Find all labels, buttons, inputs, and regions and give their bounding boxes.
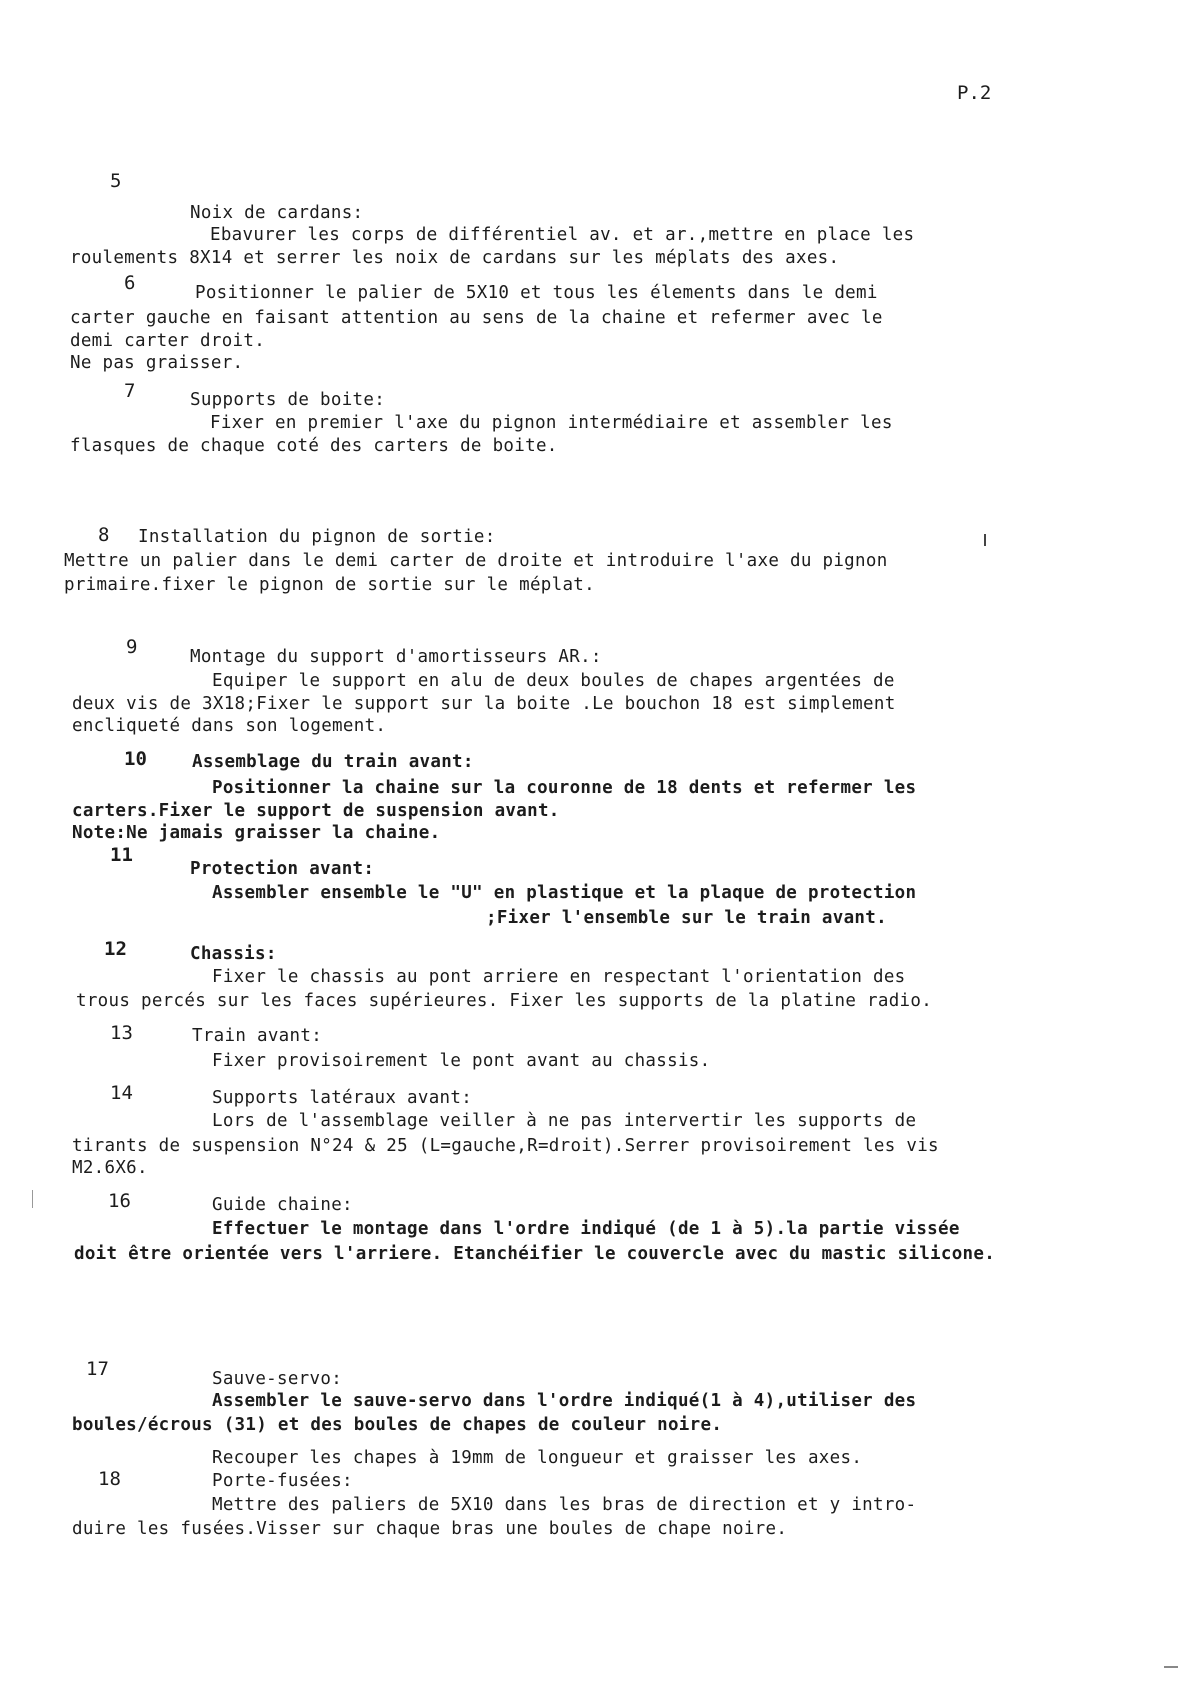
step-11-number: 11	[110, 844, 133, 866]
step-6-line-3: demi carter droit.	[70, 331, 266, 351]
step-10-line-3: Note:Ne jamais graisser la chaine.	[72, 823, 441, 843]
step-10-number: 10	[124, 748, 147, 770]
step-18-line-1: Mettre des paliers de 5X10 dans les bras de direction et y intro-	[212, 1495, 917, 1515]
step-5-title: Noix de cardans:	[190, 203, 364, 223]
step-9-title: Montage du support d'amortisseurs AR.:	[190, 647, 602, 667]
step-14-line-3: M2.6X6.	[72, 1158, 148, 1178]
step-8-line-2: primaire.fixer le pignon de sortie sur le méplat.	[64, 575, 595, 595]
step-9-line-1: Equiper le support en alu de deux boules de chapes argentées de	[212, 671, 895, 691]
step-6-line-2: carter gauche en faisant attention au sens de la chaine et refermer avec le	[70, 308, 883, 328]
step-14-title: Supports latéraux avant:	[212, 1088, 473, 1108]
step-9-line-3: encliqueté dans son logement.	[72, 716, 387, 736]
step-7-line-2: flasques de chaque coté des carters de boite.	[70, 436, 558, 456]
step-17-line-1: Assembler le sauve-servo dans l'ordre indiqué(1 à 4),utiliser des	[212, 1391, 917, 1411]
step-16-title: Guide chaine:	[212, 1195, 353, 1215]
page-number: P.2	[957, 82, 992, 104]
step-17-line-2: boules/écrous (31) et des boules de chapes de couleur noire.	[72, 1415, 723, 1435]
step-18-number: 18	[98, 1468, 121, 1490]
step-17-title: Sauve-servo:	[212, 1369, 343, 1389]
step-14-line-2: tirants de suspension N°24 & 25 (L=gauche,R=droit).Serrer provisoirement les vis	[72, 1136, 939, 1156]
step-8-number: 8	[98, 524, 110, 546]
step-14-line-1: Lors de l'assemblage veiller à ne pas intervertir les supports de	[212, 1111, 917, 1131]
step-5-number: 5	[110, 170, 122, 192]
step-11-line-2: ;Fixer l'ensemble sur le train avant.	[486, 908, 887, 928]
step-13-line-1: Fixer provisoirement le pont avant au chassis.	[212, 1051, 711, 1071]
step-12-title: Chassis:	[190, 944, 277, 964]
step-13-number: 13	[110, 1022, 133, 1044]
step-9-line-2: deux vis de 3X18;Fixer le support sur la boite .Le bouchon 18 est simplement	[72, 694, 896, 714]
scan-edge-mark	[32, 1190, 33, 1208]
step-18-title: Porte-fusées:	[212, 1471, 353, 1491]
step-16-line-2: doit être orientée vers l'arriere. Etanchéifier le couvercle avec du mastic silicone.	[74, 1244, 996, 1264]
step-17-number: 17	[86, 1358, 109, 1380]
scan-corner-mark	[1164, 1666, 1178, 1668]
step-9-number: 9	[126, 636, 138, 658]
step-7-title: Supports de boite:	[190, 390, 386, 410]
step-14-number: 14	[110, 1082, 133, 1104]
step-5-line-1: Ebavurer les corps de différentiel av. et ar.,mettre en place les	[210, 225, 915, 245]
step-16-number: 16	[108, 1190, 131, 1212]
step-17-line-3: Recouper les chapes à 19mm de longueur et graisser les axes.	[212, 1448, 863, 1468]
step-5-line-2: roulements 8X14 et serrer les noix de cardans sur les méplats des axes.	[70, 248, 840, 268]
step-10-line-1: Positionner la chaine sur la couronne de 18 dents et refermer les	[212, 778, 917, 798]
step-16-line-1: Effectuer le montage dans l'ordre indiqué (de 1 à 5).la partie vissée	[212, 1219, 960, 1239]
step-8-title: Installation du pignon de sortie:	[138, 527, 496, 547]
step-10-title: Assemblage du train avant:	[192, 752, 474, 772]
step-18-line-2: duire les fusées.Visser sur chaque bras une boules de chape noire.	[72, 1519, 788, 1539]
step-6-line-1: Positionner le palier de 5X10 et tous les élements dans le demi	[195, 283, 878, 303]
step-8-line-1: Mettre un palier dans le demi carter de droite et introduire l'axe du pignon	[64, 551, 888, 571]
step-12-number: 12	[104, 938, 127, 960]
step-7-number: 7	[124, 380, 136, 402]
step-12-line-1: Fixer le chassis au pont arriere en respectant l'orientation des	[212, 967, 906, 987]
step-6-line-4: Ne pas graisser.	[70, 353, 244, 373]
step-10-line-2: carters.Fixer le support de suspension avant.	[72, 801, 560, 821]
scan-speck	[984, 534, 986, 546]
step-11-title: Protection avant:	[190, 859, 375, 879]
step-11-line-1: Assembler ensemble le "U" en plastique et la plaque de protection	[212, 883, 917, 903]
step-6-number: 6	[124, 272, 136, 294]
step-13-title: Train avant:	[192, 1026, 323, 1046]
step-12-line-2: trous percés sur les faces supérieures. Fixer les supports de la platine radio.	[76, 991, 933, 1011]
step-7-line-1: Fixer en premier l'axe du pignon intermédiaire et assembler les	[210, 413, 893, 433]
